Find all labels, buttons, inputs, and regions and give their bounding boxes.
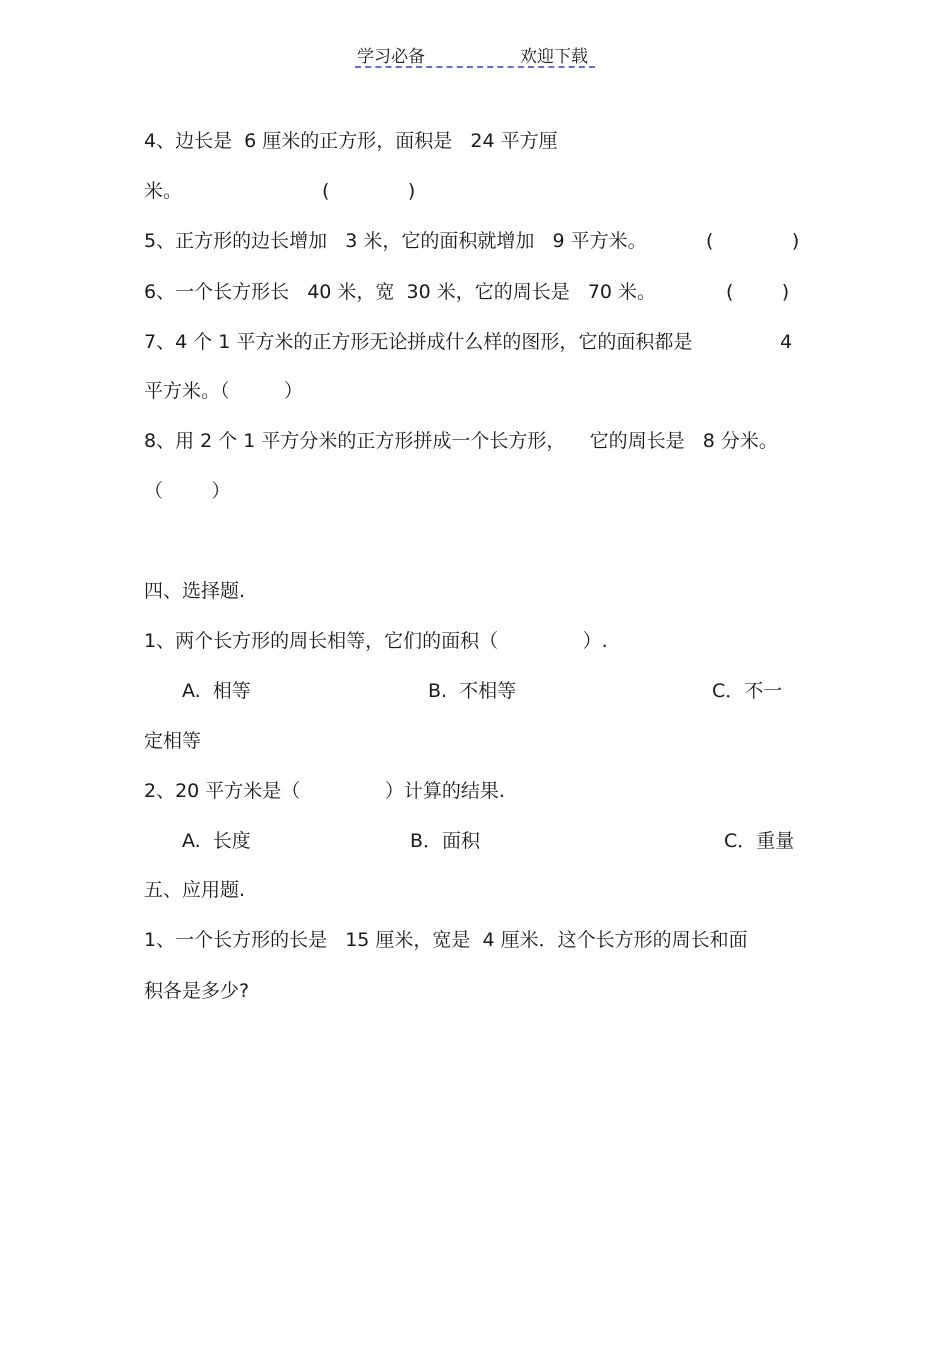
application-question-1-line-1: 1、一个长方形的长是 15 厘米，宽是 4 厘米．这个长方形的周长和面 bbox=[144, 929, 748, 951]
section-application-heading: 五、应用题. bbox=[144, 879, 246, 901]
section-choice-heading: 四、选择题. bbox=[144, 580, 246, 602]
choice-1-option-c: C．不一 bbox=[712, 680, 783, 702]
choice-question-2: 2、20 平方米是（ ）计算的结果. bbox=[144, 780, 505, 802]
question-7-number: 4 bbox=[780, 331, 793, 353]
choice-1-option-b: B. 不相等 bbox=[428, 680, 517, 702]
page-header bbox=[355, 40, 595, 68]
header-left-text: 学习必备 bbox=[357, 47, 425, 67]
choice-1-option-c-continued: 定相等 bbox=[144, 730, 202, 752]
choice-2-option-a: A. 长度 bbox=[182, 830, 251, 852]
question-6-answer-paren: ( ) bbox=[726, 281, 790, 303]
question-6: 6、一个长方形长 40 米，宽 30 米，它的周长是 70 米。 bbox=[144, 281, 657, 303]
question-7-line-1: 7、4 个 1 平方米的正方形无论拼成什么样的图形，它的面积都是 bbox=[144, 331, 693, 353]
choice-2-option-b: B．面积 bbox=[410, 830, 481, 852]
question-4-answer-paren: ( ) bbox=[322, 180, 416, 202]
question-4-line-2: 米。 bbox=[144, 180, 183, 202]
question-7-line-2: 平方米。（ ） bbox=[144, 380, 303, 402]
question-4-line-1: 4、边长是 6 厘米的正方形，面积是 24 平方厘 bbox=[144, 130, 558, 152]
question-8-line-1: 8、用 2 个 1 平方分米的正方形拼成一个长方形， 它的周长是 8 分米。 bbox=[144, 430, 778, 452]
question-5-answer-paren: ( ) bbox=[706, 230, 800, 252]
choice-2-option-c: C．重量 bbox=[724, 830, 795, 852]
header-right-text: 欢迎下载 bbox=[520, 47, 588, 67]
question-5: 5、正方形的边长增加 3 米，它的面积就增加 9 平方米。 bbox=[144, 230, 647, 252]
application-question-1-line-2: 积各是多少? bbox=[144, 980, 250, 1002]
question-8-line-2: （ ） bbox=[144, 480, 231, 502]
choice-question-1: 1、两个长方形的周长相等，它们的面积（ ）. bbox=[144, 630, 608, 652]
choice-1-option-a: A. 相等 bbox=[182, 680, 251, 702]
